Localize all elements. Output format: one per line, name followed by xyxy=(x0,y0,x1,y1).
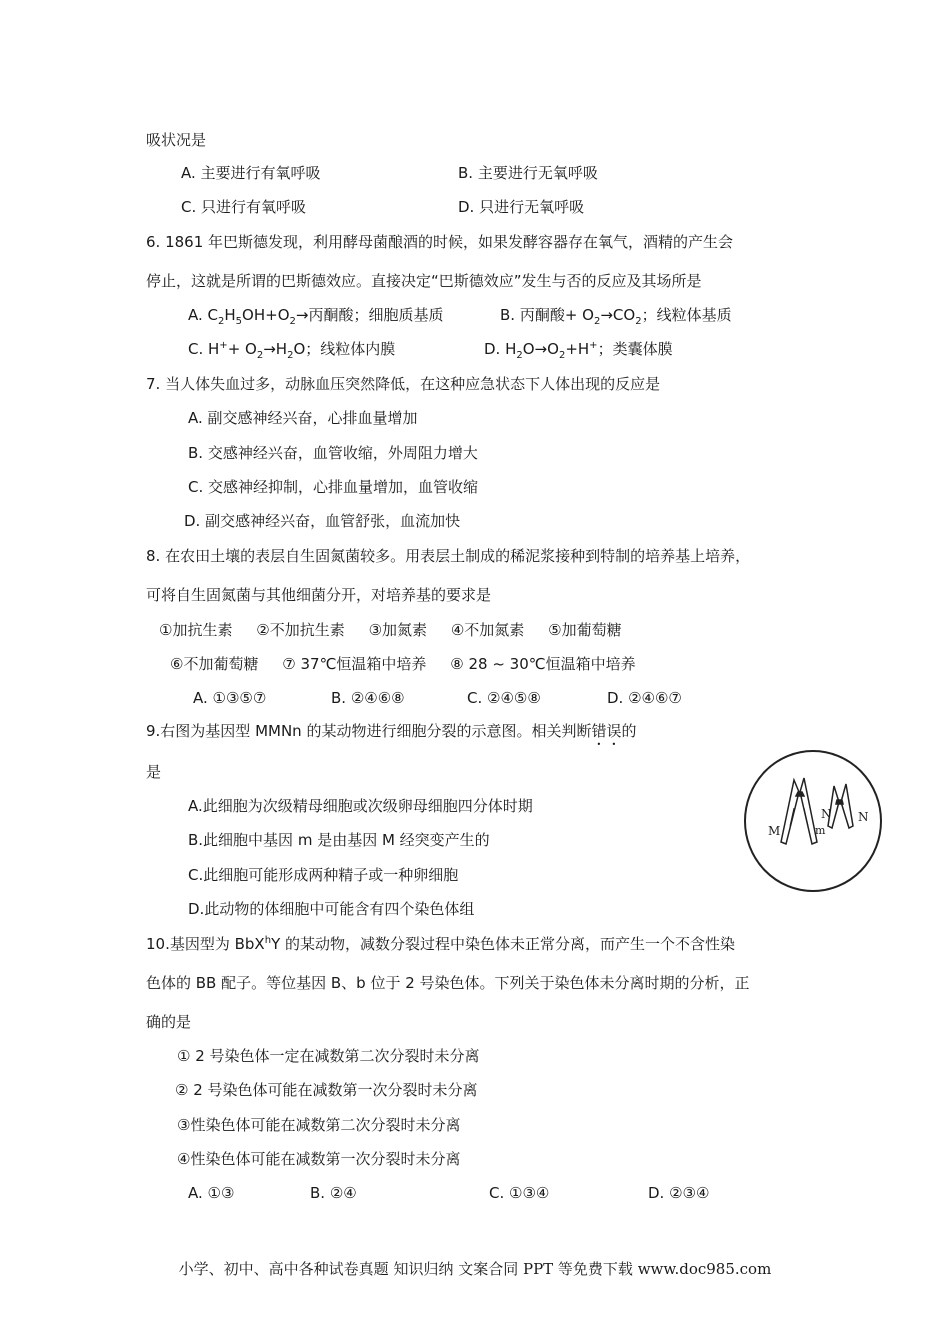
q9-option-a: A.此细胞为次级精母细胞或次级卵母细胞四分体时期 xyxy=(188,797,533,815)
page-footer: 小学、初中、高中各种试卷真题 知识归纳 文案合同 PPT 等免费下载 www.doc985.com xyxy=(178,1260,772,1278)
q7-option-a: A. 副交感神经兴奋，心排血量增加 xyxy=(188,409,418,427)
q6-option-a: A. $C_2H_5OH+O_2\to$丙酮酸；细胞质基质 xyxy=(188,306,444,327)
q10-option-b: B. ②④ xyxy=(310,1184,357,1202)
label-gene-N-right: N xyxy=(858,810,869,824)
q7-option-d: D. 副交感神经兴奋，血管舒张，血流加快 xyxy=(184,512,461,530)
label-gene-M: M xyxy=(768,824,781,838)
q5-option-c: C. 只进行有氧呼吸 xyxy=(181,198,307,216)
q5-option-a: A. 主要进行有氧呼吸 xyxy=(181,164,321,182)
q7-stem: 7. 当人体失血过多，动脉血压突然降低，在这种应急状态下人体出现的反应是 xyxy=(146,375,661,393)
q7-option-c: C. 交感神经抑制，心排血量增加，血管收缩 xyxy=(188,478,479,496)
q9-option-d: D.此动物的体细胞中可能含有四个染色体组 xyxy=(188,900,475,918)
q10-item-4: ④性染色体可能在减数第一次分裂时未分离 xyxy=(177,1150,461,1168)
q6-option-d: D. $H_2O\to O_2+H^+$；类囊体膜 xyxy=(484,340,673,361)
q5-stem: 吸状况是 xyxy=(146,131,207,149)
small-chromosome xyxy=(828,784,853,828)
q6-stem-line1: 6. 1861 年巴斯德发现，利用酵母菌酿酒的时候，如果发酵容器存在氧气，酒精的产生会 xyxy=(146,233,734,251)
q10-stem-line3: 确的是 xyxy=(146,1013,192,1031)
q9-stem-line2: 是 xyxy=(146,763,162,781)
q6-stem-line2: 停止，这就是所谓的巴斯德效应。直接决定“巴斯德效应”发生与否的反应及其场所是 xyxy=(146,272,702,290)
q5-option-d: D. 只进行无氧呼吸 xyxy=(458,198,585,216)
cell-division-figure xyxy=(742,748,884,896)
label-gene-m: m xyxy=(815,824,826,837)
q9-option-b: B.此细胞中基因 m 是由基因 M 经突变产生的 xyxy=(188,831,490,849)
q8-items-line1: ①加抗生素 ②不加抗生素 ③加氮素 ④不加氮素 ⑤加葡萄糖 xyxy=(159,621,622,639)
q10-item-1: ① 2 号染色体一定在减数第二次分裂时未分离 xyxy=(177,1047,480,1065)
cell-diagram-svg xyxy=(742,748,884,896)
q8-option-d: D. ②④⑥⑦ xyxy=(607,689,682,707)
q10-option-c: C. ①③④ xyxy=(489,1184,550,1202)
q10-item-2: ② 2 号染色体可能在减数第一次分裂时未分离 xyxy=(175,1081,478,1099)
q8-option-a: A. ①③⑤⑦ xyxy=(193,689,267,707)
q10-item-3: ③性染色体可能在减数第二次分裂时未分离 xyxy=(177,1116,461,1134)
label-gene-N-left: N xyxy=(821,807,832,821)
q7-option-b: B. 交感神经兴奋，血管收缩，外周阻力增大 xyxy=(188,444,478,462)
q10-stem-line2: 色体的 BB 配子。等位基因 B、b 位于 2 号染色体。下列关于染色体未分离时期的分析，正 xyxy=(146,974,750,992)
q8-option-c: C. ②④⑤⑧ xyxy=(467,689,541,707)
q10-option-d: D. ②③④ xyxy=(648,1184,710,1202)
q8-stem-line2: 可将自生固氮菌与其他细菌分开，对培养基的要求是 xyxy=(146,586,492,604)
large-chromosome xyxy=(781,778,817,844)
q5-option-b: B. 主要进行无氧呼吸 xyxy=(458,164,598,182)
q10-stem-line1: 10.基因型为 BbX$^h$Y 的某动物，减数分裂过程中染色体未正常分离，而产生一个不含性染 xyxy=(146,935,735,953)
q8-option-b: B. ②④⑥⑧ xyxy=(331,689,405,707)
q6-option-b: B. 丙酮酸+ $O_2\to CO_2$；线粒体基质 xyxy=(500,306,732,327)
q8-stem-line1: 8. 在农田土壤的表层自生固氮菌较多。用表层土制成的稀泥浆接种到特制的培养基上培养， xyxy=(146,547,751,565)
q9-stem-line1: 9.右图为基因型 MMNn 的某动物进行细胞分裂的示意图。相关判断错误的 xyxy=(146,722,637,740)
q9-emphasis-wrong: 错误 xyxy=(591,722,622,740)
q6-option-c: C. $H^++ O_2\to H_2O$；线粒体内膜 xyxy=(188,340,396,361)
q9-option-c: C.此细胞可能形成两种精子或一种卵细胞 xyxy=(188,866,459,884)
q10-option-a: A. ①③ xyxy=(188,1184,235,1202)
q8-items-line2: ⑥不加葡萄糖 ⑦ 37℃恒温箱中培养 ⑧ 28 ~ 30℃恒温箱中培养 xyxy=(170,655,636,673)
